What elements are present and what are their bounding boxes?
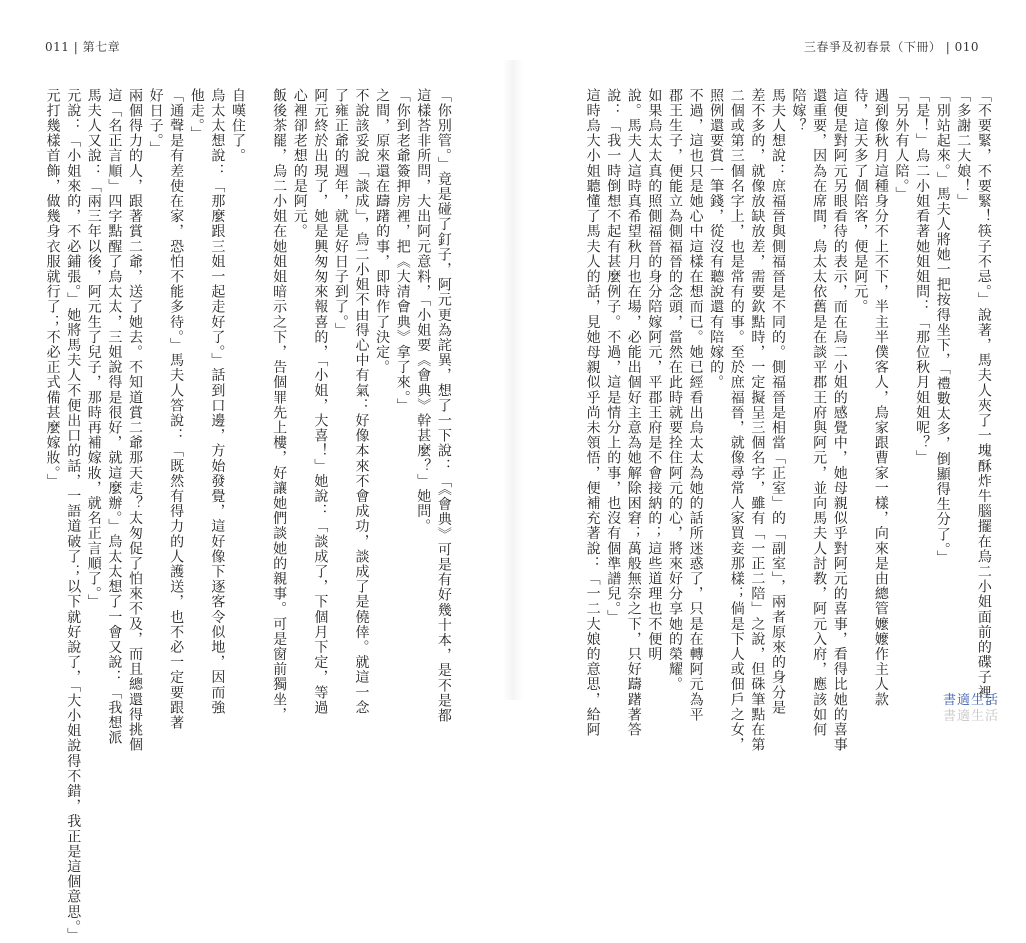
running-header-right: 三春爭及初春景（下冊） | 010 — [803, 40, 979, 54]
text-column: 這樣荅非所問，大出阿元意料，「小姐要《會典》幹甚麼？」她問。 — [415, 88, 432, 534]
text-column: 元說：「小姐來的，不必鋪張。」她將馬夫人不便出口的話，一語道破了；以下就好說了，「大小姐說得不錯，我正是這個意思。」 — [65, 88, 82, 943]
book-gutter — [503, 60, 523, 700]
text-column: 「通聲是有差使在家，恐怕不能多待。」馬夫人答說：「既然有得力的人護送，也不必一定要跟著 — [168, 88, 185, 731]
text-column: 遇到像秋月這種身分不上不下，半主半僕客人，烏家跟曹家一樣，向來是由總管嬤嬤作主人款 — [872, 88, 889, 708]
text-column: 「不要緊，不要緊！筷子不忌。」說著，馬夫人夾了一塊酥炸牛腦擺在烏二小姐面前的碟子裡。 — [975, 88, 992, 716]
text-column: 馬夫人又說：「兩三年以後，阿元生了兒子，那時再補嫁妝，就名正言順了。」 — [85, 88, 102, 610]
text-column: 不過，這也只是她心中這樣在想而已。她已經看出烏太太為她的話所迷惑了，只是在轉阿元為平 — [687, 88, 704, 723]
text-column: 「另外有人陪。」 — [893, 88, 910, 202]
text-column: 烏太太想說：「那麼跟三姐一起走好了。」話到口邊，方始發覺，這好像下逐客令似地，因而強 — [209, 88, 226, 716]
text-column: 他走。」 — [188, 88, 205, 142]
text-column: 兩個得力的人，跟著賞二爺，送了她去。不知道賞二爺那天走？太匆促了怕來不及，而且總還得挑個 — [126, 88, 143, 753]
running-header-left: 011 | 第七章 — [45, 40, 121, 54]
text-column: 說。馬夫人這時真希望秋月也在場，必能出個好主意為她解除困窘；萬般無奈之下，只好躊躇著答 — [625, 88, 642, 738]
text-column: 自嘆住了。 — [229, 88, 246, 164]
text-column: 說：「我一時倒想不起有甚麼例子。不過，這是情分上的事，也沒有個準譜兒。」 — [605, 88, 622, 625]
text-column: 不說該妥說「談成」，烏二小姐不由得心中有氣：好像本來不會成功，談成了是僥倖。就這一念 — [353, 88, 370, 716]
left-page-text — [42, 88, 454, 943]
text-column: 郡王生子，便能立為側福晉的念頭，當然在此時就要拴住阿元的心，將來好分享她的榮耀。 — [666, 88, 683, 692]
text-column: 這「名正言順」四字點醒了烏太太，三姐說得是很好，就這麼辦。」烏太太想了一會又說：「我想派 — [106, 88, 123, 746]
text-column: 馬夫人想說：庶福晉與側福晉是不同的。側福晉是相當「正室」的「副室」，兩者原來的身分是 — [769, 88, 786, 716]
text-column: 照例還要賞一筆錢，從沒有聽說還有陪嫁的。 — [708, 88, 725, 390]
text-column: 「你別管。」竟是碰了釘子，阿元更為詫異，想了一下說：「《會典》可是有好幾十本，是不是都 — [435, 88, 452, 724]
text-column: 待，這天多了個陪客，便是阿元。 — [852, 88, 869, 315]
text-column: 陪嫁？ — [790, 88, 807, 134]
text-column: 之間，原來還在躊躇的事，即時作了決定。 — [374, 88, 391, 375]
text-column: 阿元終於出現了，她是興匆匆來報喜的，「小姐，大喜！」她說：「談成了，下個月下定，等過 — [312, 88, 329, 716]
text-column: 如果烏太太真的照側福晉的身分陪嫁阿元，平郡王府是不會接納的；這些道理也不便明 — [646, 88, 663, 662]
text-column: 「多謝二大娘！」 — [955, 88, 972, 209]
text-column: 好日子。」 — [147, 88, 164, 157]
text-column: 還重要，因為在席間，烏太太依舊是在談平郡王府與阿元，並向馬夫人討教，阿元入府，應該如何 — [811, 88, 828, 738]
text-column: 飯後茶罷，烏二小姐在她姐姐暗示之下，告個罪先上樓，好讓她們談她的親事。可是窗前獨坐， — [271, 88, 288, 723]
left-page — [42, 88, 452, 943]
text-column: 二個或第三個名字上，也是常有的事。至於庶福晉，就像尋常人家買妾那樣；倘是下人或佃戶之女， — [728, 88, 745, 753]
text-column: 這時烏大小姐聽懂了馬夫人的話，見她母親似乎尚未領悟，便補充著說：「一二大娘的意思，給阿 — [584, 88, 601, 738]
text-column: 元打幾樣首飾，做幾身衣服就行了；不必正式備甚麼嫁妝。」 — [44, 88, 61, 489]
text-column: 心裡卻老想的是阿元。 — [291, 88, 308, 239]
text-column: 「別站起來。」馬夫人將她一把按得坐下，「禮數太多，倒顯得生分了。」 — [934, 88, 951, 566]
text-column: 這便是對阿元另眼看待的表示，而在烏二小姐的感覺中，她母親似乎對阿元的喜事，看得比她的喜事 — [831, 88, 848, 753]
watermark-logo: 書適生活 — [942, 693, 999, 708]
paragraph-gap — [248, 88, 269, 676]
watermark-logo-shadow: 書適生活 — [942, 709, 999, 724]
text-column: 「是！」烏二小姐看著她姐姐問：「那位秋月姐姐呢？」 — [914, 88, 931, 466]
text-column: 了雍正爺的週年，就是好日子到了。」 — [332, 88, 349, 338]
text-column: 差不多的，就像放缺放差，需要欽點時，一定擬呈三個名字，雖有「一正二陪」之說，但硃筆點在第 — [749, 88, 766, 753]
text-column: 「你到老爺簽押房裡，把《大清會典》拿了來。」 — [394, 88, 411, 414]
